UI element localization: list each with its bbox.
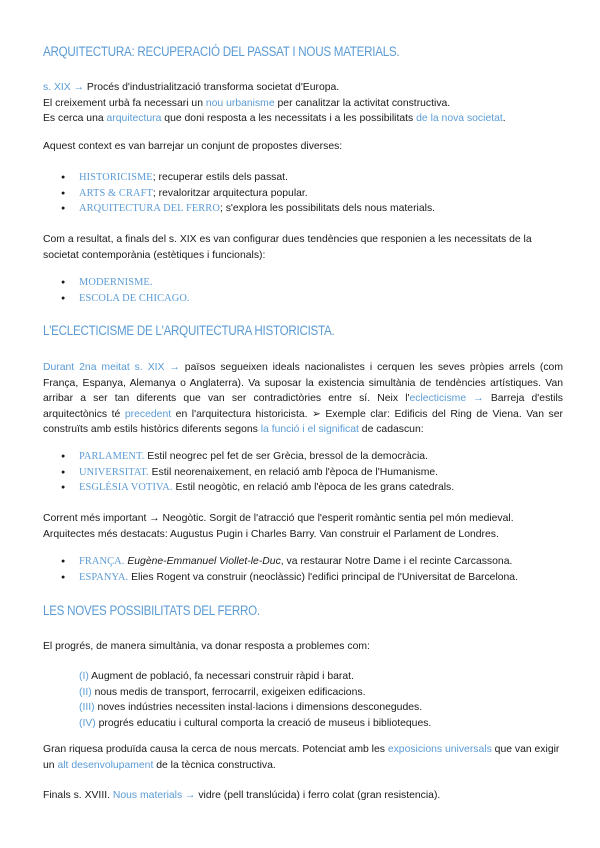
- list-item: [43, 170, 563, 186]
- term: PARLAMENT.: [79, 451, 145, 462]
- text: Elies Rogent va construir (neoclàssic) l'edifici principal de l'Universitat de Barcelona.: [128, 571, 518, 583]
- highlight-eclecticisme: eclecticisme →: [409, 393, 484, 404]
- text: .: [502, 113, 506, 124]
- paragraph-eclecticisme: [43, 360, 563, 438]
- problems-list: [43, 669, 563, 731]
- highlight-desenvolupament: alt desenvolupament: [57, 759, 154, 771]
- tendencies-list: [43, 275, 563, 306]
- paragraph-riquesa: [43, 742, 563, 773]
- list-item: [43, 291, 563, 307]
- term: ARTS & CRAFT: [79, 187, 153, 199]
- list-item: [43, 669, 563, 685]
- text: nous medis de transport, ferrocarril, exigeixen edificacions.: [91, 686, 366, 698]
- text: Procés d'industrialització transforma societat d'Europa.: [84, 82, 340, 93]
- list-item: [43, 554, 563, 570]
- paragraph-progres: El progrés, de manera simultània, va donar resposta a problemes com:: [43, 641, 370, 652]
- text: , va restaurar Notre Dame i el recinte Carcassona.: [280, 556, 513, 567]
- proposals-list: [43, 170, 563, 217]
- text: països segueixen ideals nacionalistes i cerquen les seves pròpies arrels (com França, Espanya, Alemanya o Anglaterra). Va suposar la existencia simultània de tendències artístiques. Van arribar a ser tan diferents que van ser contradictòries entre sí. Neix l': [43, 362, 563, 404]
- list-item: [43, 716, 563, 732]
- list-item: [43, 480, 563, 496]
- highlight-funcio: la funció i el significat: [260, 424, 359, 435]
- text: Corrent més important → Neogòtic. Sorgit de l'atracció que l'esperit romàntic sentia pel món medieval.: [43, 513, 514, 524]
- list-item: [43, 275, 563, 291]
- term: MODERNISME.: [79, 277, 153, 288]
- numeral: (I): [79, 671, 89, 682]
- text: Augment de població, fa necessari construir ràpid i barat.: [88, 671, 354, 682]
- term: ARQUITECTURA DEL FERRO: [79, 203, 220, 214]
- text: que van exigir un: [43, 744, 560, 771]
- highlight-nova-societat: de la nova societat: [416, 113, 503, 124]
- term: ESPANYA.: [79, 571, 129, 583]
- list-item: [43, 449, 563, 465]
- term: ESCOLA DE CHICAGO.: [79, 292, 190, 304]
- highlight-arquitectura: arquitectura: [106, 113, 162, 124]
- list-item: [43, 186, 563, 202]
- text: Estil neorenaixement, en relació amb l'època de l'Humanisme.: [148, 466, 439, 478]
- highlight-durant: Durant 2na meitat s. XIX →: [43, 362, 180, 373]
- highlight-s-xix: s. XIX →: [43, 82, 84, 93]
- text: Es cerca una: [43, 113, 107, 124]
- term: UNIVERSITAT.: [79, 466, 149, 478]
- paragraph-neogotic: [43, 511, 563, 542]
- highlight-precedent: precedent: [124, 408, 172, 420]
- list-item: [43, 465, 563, 481]
- section-title-arquitectura: ARQUITECTURA: RECUPERACIÓ DEL PASSAT I NOUS MATERIALS.: [43, 44, 400, 59]
- text: Finals s. XVIII.: [43, 790, 113, 801]
- text: vidre (pell translúcida) i ferro colat (gran resistencia).: [195, 790, 441, 801]
- text: de la tècnica constructiva.: [153, 759, 276, 771]
- countries-list: [43, 554, 563, 585]
- text: El creixement urbà fa necessari un: [43, 97, 206, 109]
- list-item: [43, 700, 563, 716]
- text: Estil neogòtic, en relació amb l'època de les grans catedrals.: [172, 482, 455, 493]
- text: de cadascun:: [358, 424, 424, 435]
- text: Estil neogrec pel fet de ser Grècia, bressol de la democràcia.: [144, 451, 428, 462]
- numeral: (III): [79, 702, 95, 713]
- paragraph-intro: [43, 80, 563, 127]
- text: ; recuperar estils dels passat.: [152, 172, 288, 183]
- section-title-eclecticisme: L'ECLECTICISME DE L'ARQUITECTURA HISTORICISTA.: [43, 323, 335, 338]
- text: Gran riquesa produïda causa la cerca de nous mercats. Potenciat amb les: [43, 744, 388, 755]
- highlight-nou-urbanisme: nou urbanisme: [205, 97, 275, 109]
- list-item: [43, 685, 563, 701]
- section-title-ferro: LES NOVES POSSIBILITATS DEL FERRO.: [43, 603, 260, 618]
- highlight-exposicions: exposicions universals: [387, 744, 492, 755]
- text: ; s'explora les possibilitats dels nous materials.: [219, 203, 436, 214]
- term: FRANÇA.: [79, 556, 125, 567]
- architect-name: Eugène-Emmanuel Viollet-le-Duc: [127, 556, 281, 567]
- text: en l'arquitectura historicista. ➢ Exemple clar: Edificis del Ring de Viena. Van ser construïts amb estils històrics diferents segons: [43, 408, 563, 435]
- text: Barreja d'estils arquitectònics té: [43, 393, 563, 420]
- text: progrés educatiu i cultural comporta la creació de museus i biblioteques.: [95, 717, 432, 729]
- list-item: [43, 201, 563, 217]
- text: que doni resposta a les necessitats i a les possibilitats: [161, 113, 417, 124]
- paragraph-materials: [43, 788, 563, 804]
- highlight-nous-materials: Nous materials →: [112, 790, 196, 801]
- term: ESGLÉSIA VOTIVA.: [79, 482, 173, 493]
- text: per canalitzar la activitat constructiva.: [274, 97, 451, 109]
- text: noves indústries necessiten instal·lacions i dimensions desconegudes.: [94, 702, 423, 713]
- paragraph-result: Com a resultat, a finals del s. XIX es van configurar dues tendències que responien a les necessitats de la societat contemporània (estètiques i funcionals):: [43, 234, 532, 261]
- text: ; revaloritzar arquitectura popular.: [152, 187, 308, 199]
- paragraph-context: Aquest context es van barrejar un conjunt de propostes diverses:: [43, 141, 343, 152]
- ring-buildings-list: [43, 449, 563, 496]
- list-item: [43, 570, 563, 586]
- numeral: (IV): [79, 717, 96, 729]
- term: HISTORICISME: [79, 172, 153, 183]
- text: Arquitectes més destacats: Augustus Pugin i Charles Barry. Van construir el Parlament de Londres.: [43, 528, 499, 540]
- numeral: (II): [79, 686, 92, 698]
